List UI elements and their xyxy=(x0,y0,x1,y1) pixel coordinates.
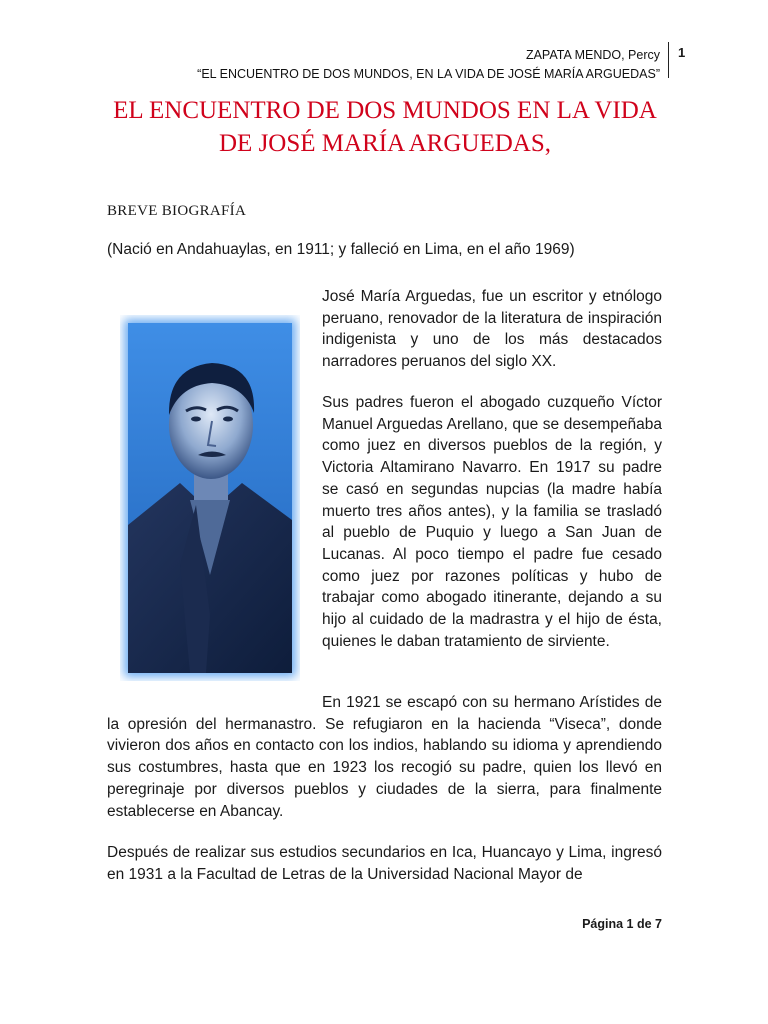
header-running-title: “EL ENCUENTRO DE DOS MUNDOS, EN LA VIDA DE JOSÉ MARÍA ARGUEDAS” xyxy=(197,67,660,81)
title-line-1: EL ENCUENTRO DE DOS MUNDOS EN LA VIDA xyxy=(113,97,657,124)
header-page-number: 1 xyxy=(678,45,686,60)
paragraph-2: Sus padres fueron el abogado cuzqueño Víctor Manuel Arguedas Arellano, que se desempeñaba como juez en diversos pueblos de la región, y Victoria Altamirano Navarro. En 1917 su padre se casó en segundas nupcias (la madre había muerto tres años antes), y la familia se trasladó al pueblo de Puquio y luego a San Juan de Lucanas. Al poco tiempo el padre fue cesado como juez por razones políticas y hubo de trabajar como abogado itinerante, dejando a su hijo al cuidado de la madrastra y el hijo de ésta, quienes le daban tratamiento de sirviente. xyxy=(322,394,662,650)
paragraph-4: Después de realizar sus estudios secundarios en Ica, Huancayo y Lima, ingresó en 1931 a la Facultad de Letras de la Universidad Nacional Mayor de xyxy=(107,844,662,883)
paragraph-1: José María Arguedas, fue un escritor y etnólogo peruano, renovador de la literatura de inspiración indigenista y uno de los más destacados narradores peruanos del siglo XX. xyxy=(322,288,662,371)
header-author: ZAPATA MENDO, Percy xyxy=(525,48,660,62)
section-heading: BREVE BIOGRAFÍA xyxy=(107,203,247,219)
portrait-photo xyxy=(120,315,300,681)
running-header xyxy=(197,46,660,84)
header-divider xyxy=(668,42,669,78)
document-title xyxy=(90,94,680,160)
paragraph-3: En 1921 se escapó con su hermano Arístides de la opresión del hermanastro. Se refugiaron en la hacienda “Viseca”, donde vivieron dos años en contacto con los indios, hablando su idioma y aprendiendo sus costumbres, hasta que en 1923 los recogió su padre, quien los llevó en peregrinaje por diversos pueblos y ciudades de la sierra, para finalmente establecerse en Abancay. xyxy=(107,694,662,820)
title-line-2: DE JOSÉ MARÍA ARGUEDAS, xyxy=(219,130,551,157)
birth-death-line: (Nació en Andahuaylas, en 1911; y falleció en Lima, en el año 1969) xyxy=(107,241,575,258)
page-footer: Página 1 de 7 xyxy=(582,917,662,931)
